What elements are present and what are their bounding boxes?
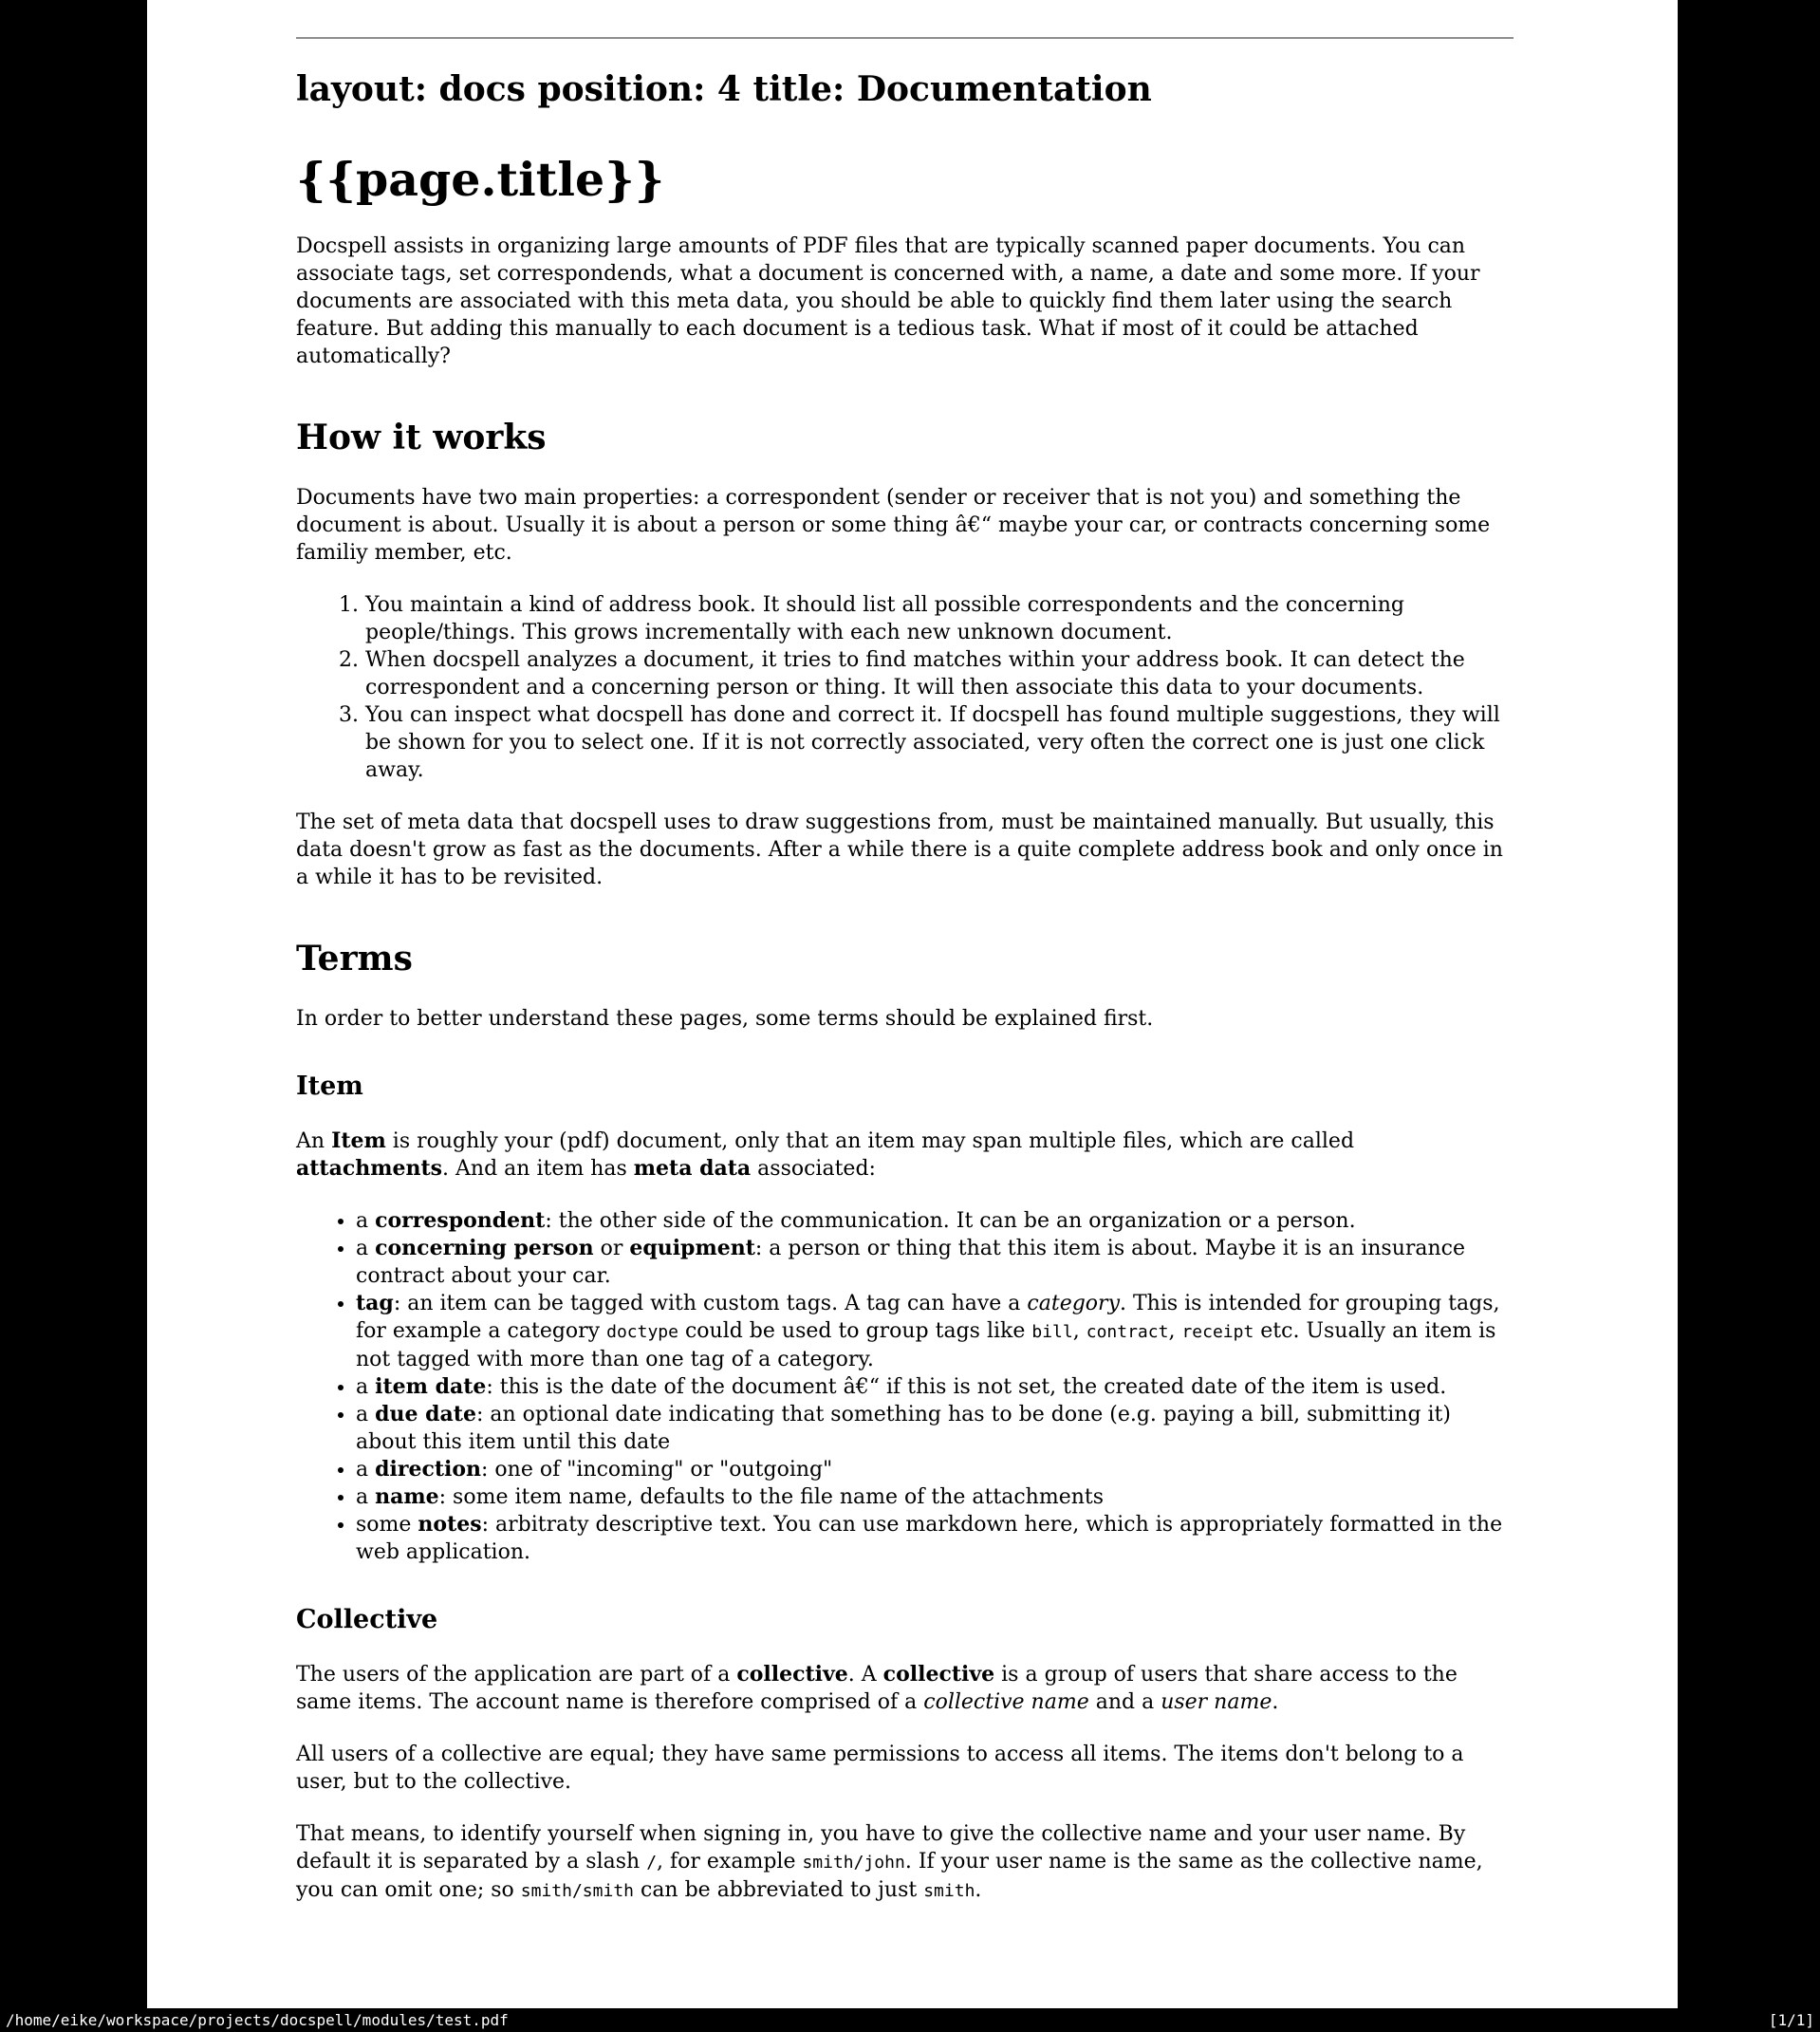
page-indicator: [1/1] <box>1768 2011 1814 2029</box>
section-heading-terms: Terms <box>296 939 413 979</box>
terms-intro: In order to better understand these pages, some terms should be explained first. <box>296 1007 1154 1031</box>
how-it-works-intro: Documents have two main properties: a correspondent (sender or receiver that is not you) and something the document is about. Usually it is about a person or some thing â€“ maybe your car, or contracts concerning some familiy member, etc. <box>296 486 1491 565</box>
frontmatter-heading: layout: docs position: 4 title: Documentation <box>296 69 1152 109</box>
section-heading-how-it-works: How it works <box>296 418 547 457</box>
step-item: 3. You can inspect what docspell has done and correct it. If docspell has found multiple suggestions, they will be shown for you to select one. If it is not correctly associated, very often the correct one is just one click away. <box>365 701 1514 784</box>
collective-paragraph-3: That means, to identify yourself when signing in, you have to give the collective name and your user name. By default it is separated by a slash /, for example smith/john. If your user name is the same as the collective name, you can omit one; so smith/smith can be abbreviated to just smith. <box>296 1822 1483 1902</box>
property-item: • a concerning person or equipment: a person or thing that this item is about. Maybe it is an insurance contract about your car. <box>356 1235 1514 1290</box>
property-item: • some notes: arbitraty descriptive text. You can use markdown here, which is appropriately formatted in the web application. <box>356 1511 1514 1566</box>
property-item: • a due date: an optional date indicating that something has to be done (e.g. paying a bill, submitting it) about this item until this date <box>356 1401 1514 1456</box>
top-rule <box>296 37 1514 39</box>
intro-paragraph: Docspell assists in organizing large amounts of PDF files that are typically scanned paper documents. You can associate tags, set correspondends, what a document is concerned with, a name, a date and some more. If your documents are associated with this meta data, you should be able to quickly find them later using the search feature. But adding this manually to each document is a tedious task. What if most of it could be attached automatically? <box>296 234 1480 368</box>
collective-paragraph-2: All users of a collective are equal; they have same permissions to access all items. The items don't belong to a user, but to the collective. <box>296 1743 1464 1794</box>
step-item: 2. When docspell analyzes a document, it tries to find matches within your address book. It can detect the correspondent and a concerning person or thing. It will then associate this data to your documents. <box>365 646 1514 701</box>
how-it-works-outro: The set of meta data that docspell uses to draw suggestions from, must be maintained manually. But usually, this data doesn't grow as fast as the documents. After a while there is a quite complete address book and only once in a while it has to be revisited. <box>296 811 1503 889</box>
status-bar <box>0 2008 1820 2032</box>
steps-list <box>296 591 1514 784</box>
property-item: • a correspondent: the other side of the communication. It can be an organization or a person. <box>356 1207 1514 1235</box>
item-lead-paragraph: An Item is roughly your (pdf) document, only that an item may span multiple files, which are called attachments. And an item has meta data associated: <box>296 1128 1355 1181</box>
file-path: /home/eike/workspace/projects/docspell/modules/test.pdf <box>6 2011 509 2029</box>
subsection-heading-item: Item <box>296 1072 363 1101</box>
property-item: • a item date: this is the date of the document â€“ if this is not set, the created date of the item is used. <box>356 1373 1514 1401</box>
step-item: 1. You maintain a kind of address book. It should list all possible correspondents and the concerning people/things. This grows incrementally with each new unknown document. <box>365 591 1514 646</box>
property-item: • a direction: one of "incoming" or "outgoing" <box>356 1456 1514 1483</box>
document-page <box>147 0 1678 2008</box>
page-title: {{page.title}} <box>296 152 665 207</box>
subsection-heading-collective: Collective <box>296 1605 438 1634</box>
property-item: • tag: an item can be tagged with custom tags. A tag can have a category. This is intended for grouping tags, for example a category doctype could be used to group tags like bill, contract, receipt etc. Usually an item is not tagged with more than one tag of a category. <box>356 1290 1514 1373</box>
collective-paragraph-1: The users of the application are part of a collective. A collective is a group of users that share access to the same items. The account name is therefore comprised of a collective name and a user name. <box>296 1662 1458 1714</box>
property-item: • a name: some item name, defaults to the file name of the attachments <box>356 1483 1514 1511</box>
item-properties-list <box>296 1207 1514 1566</box>
